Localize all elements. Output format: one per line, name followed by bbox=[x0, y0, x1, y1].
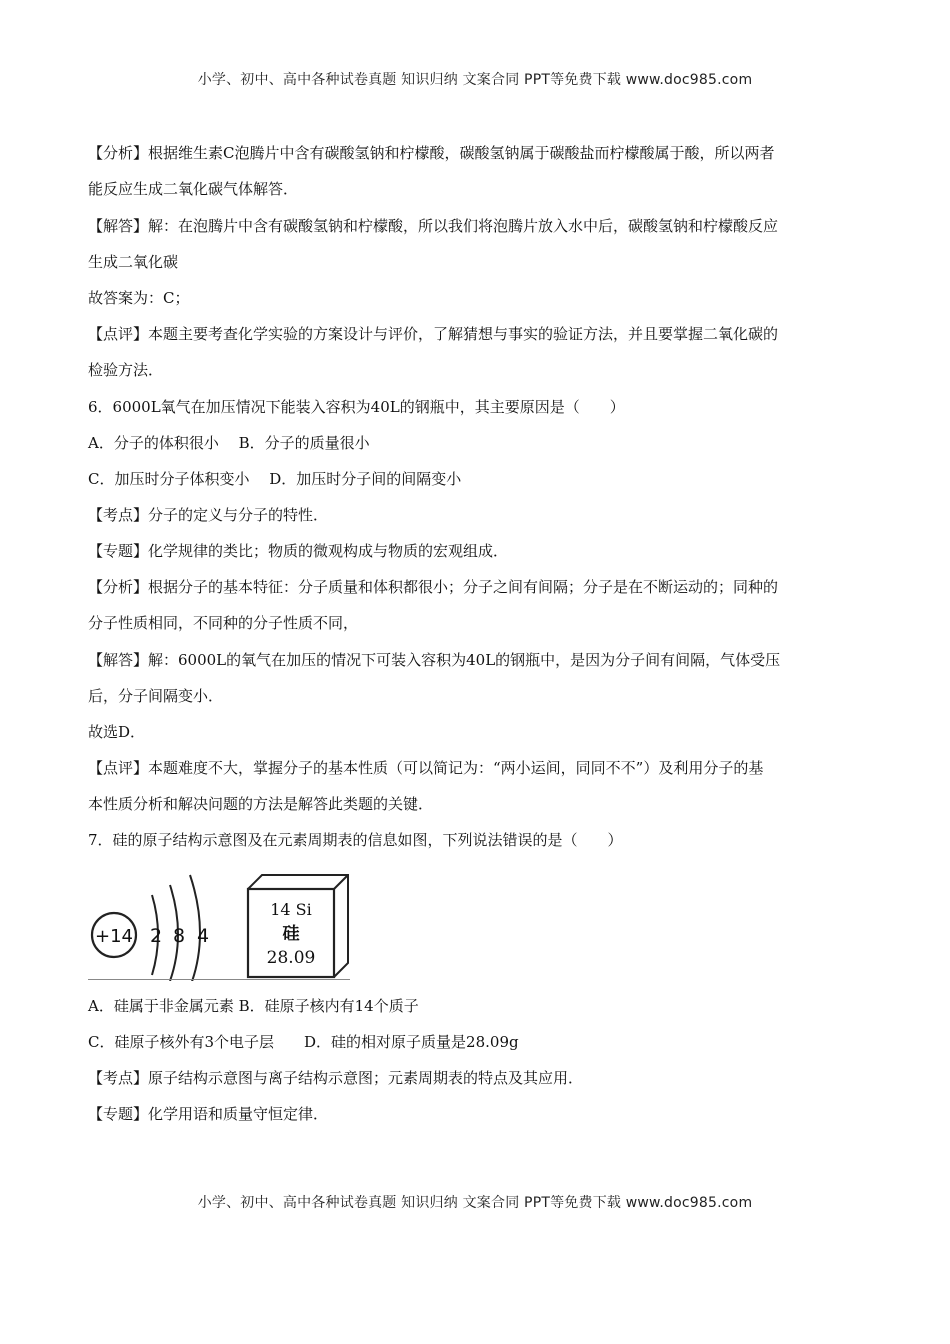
q5-analysis-line-2: 能反应生成二氧化碳气体解答． bbox=[88, 180, 299, 198]
q6-options-ab: A．分子的体积很小 B．分子的质量很小 bbox=[88, 434, 370, 452]
q6-stem: 6．6000L氧气在加压情况下能装入容积为40L的钢瓶中，其主要原因是（ ） bbox=[88, 398, 625, 416]
element-box-edge bbox=[334, 875, 348, 889]
q6-comment-line-1: 【点评】本题难度不大，掌握分子的基本性质（可以简记为：“两小运间，同同不不”）及利用分子的基 bbox=[88, 759, 764, 777]
figure-baseline bbox=[88, 979, 350, 980]
shell-count-1: 2 bbox=[149, 925, 163, 947]
q5-analysis-line-1: 【分析】根据维生素C泡腾片中含有碳酸氢钠和柠檬酸，碳酸氢钠属于碳酸盐而柠檬酸属于酸，所以两者 bbox=[88, 144, 775, 162]
element-name: 硅 bbox=[282, 924, 300, 944]
q7-options-ab: A．硅属于非金属元素 B．硅原子核内有14个质子 bbox=[88, 997, 419, 1015]
element-mass: 28.09 bbox=[266, 948, 316, 968]
silicon-figure bbox=[88, 863, 350, 981]
q6-kaodian: 【考点】分子的定义与分子的特性． bbox=[88, 506, 329, 524]
q5-answer-line-1: 【解答】解：在泡腾片中含有碳酸氢钠和柠檬酸，所以我们将泡腾片放入水中后，碳酸氢钠和柠檬酸反应 bbox=[88, 217, 779, 235]
page-header: 小学、初中、高中各种试卷真题 知识归纳 文案合同 PPT等免费下载 www.doc985.com bbox=[197, 72, 753, 88]
q6-final-answer: 故选D． bbox=[88, 723, 146, 741]
shell-count-2: 8 bbox=[172, 925, 186, 947]
q7-zhuanti: 【专题】化学用语和质量守恒定律． bbox=[88, 1105, 329, 1123]
q6-zhuanti: 【专题】化学规律的类比；物质的微观构成与物质的宏观组成． bbox=[88, 542, 509, 560]
q7-kaodian: 【考点】原子结构示意图与离子结构示意图；元素周期表的特点及其应用． bbox=[88, 1069, 584, 1087]
q5-comment-line-2: 检验方法． bbox=[88, 361, 164, 379]
q5-final-answer: 故答案为：C； bbox=[88, 289, 190, 307]
q5-comment-line-1: 【点评】本题主要考查化学实验的方案设计与评价，了解猜想与事实的验证方法，并且要掌握二氧化碳的 bbox=[88, 325, 779, 343]
silicon-figure-svg bbox=[88, 863, 350, 981]
q5-answer-line-2: 生成二氧化碳 bbox=[88, 253, 179, 271]
page-footer: 小学、初中、高中各种试卷真题 知识归纳 文案合同 PPT等免费下载 www.doc985.com bbox=[197, 1195, 753, 1211]
q6-answer-line-1: 【解答】解：6000L的氧气在加压的情况下可装入容积为40L的钢瓶中，是因为分子间有间隔，气体受压 bbox=[88, 651, 781, 669]
q6-analysis-line-2: 分子性质相同，不同种的分子性质不同， bbox=[88, 614, 359, 632]
element-number-symbol: 14 Si bbox=[270, 900, 312, 919]
q6-analysis-line-1: 【分析】根据分子的基本特征：分子质量和体积都很小；分子之间有间隔；分子是在不断运动的；同种的 bbox=[88, 578, 779, 596]
q7-options-cd: C．硅原子核外有3个电子层 D．硅的相对原子质量是28.09g bbox=[88, 1033, 519, 1051]
q6-answer-line-2: 后，分子间隔变小． bbox=[88, 687, 224, 705]
q7-stem: 7．硅的原子结构示意图及在元素周期表的信息如图，下列说法错误的是（ ） bbox=[88, 831, 623, 849]
q6-comment-line-2: 本性质分析和解决问题的方法是解答此类题的关键． bbox=[88, 795, 434, 813]
page-content bbox=[88, 142, 863, 1125]
shell-count-3: 4 bbox=[196, 925, 210, 947]
q6-options-cd: C．加压时分子体积变小 D．加压时分子间的间隔变小 bbox=[88, 470, 462, 488]
nucleus-label: +14 bbox=[95, 926, 133, 947]
